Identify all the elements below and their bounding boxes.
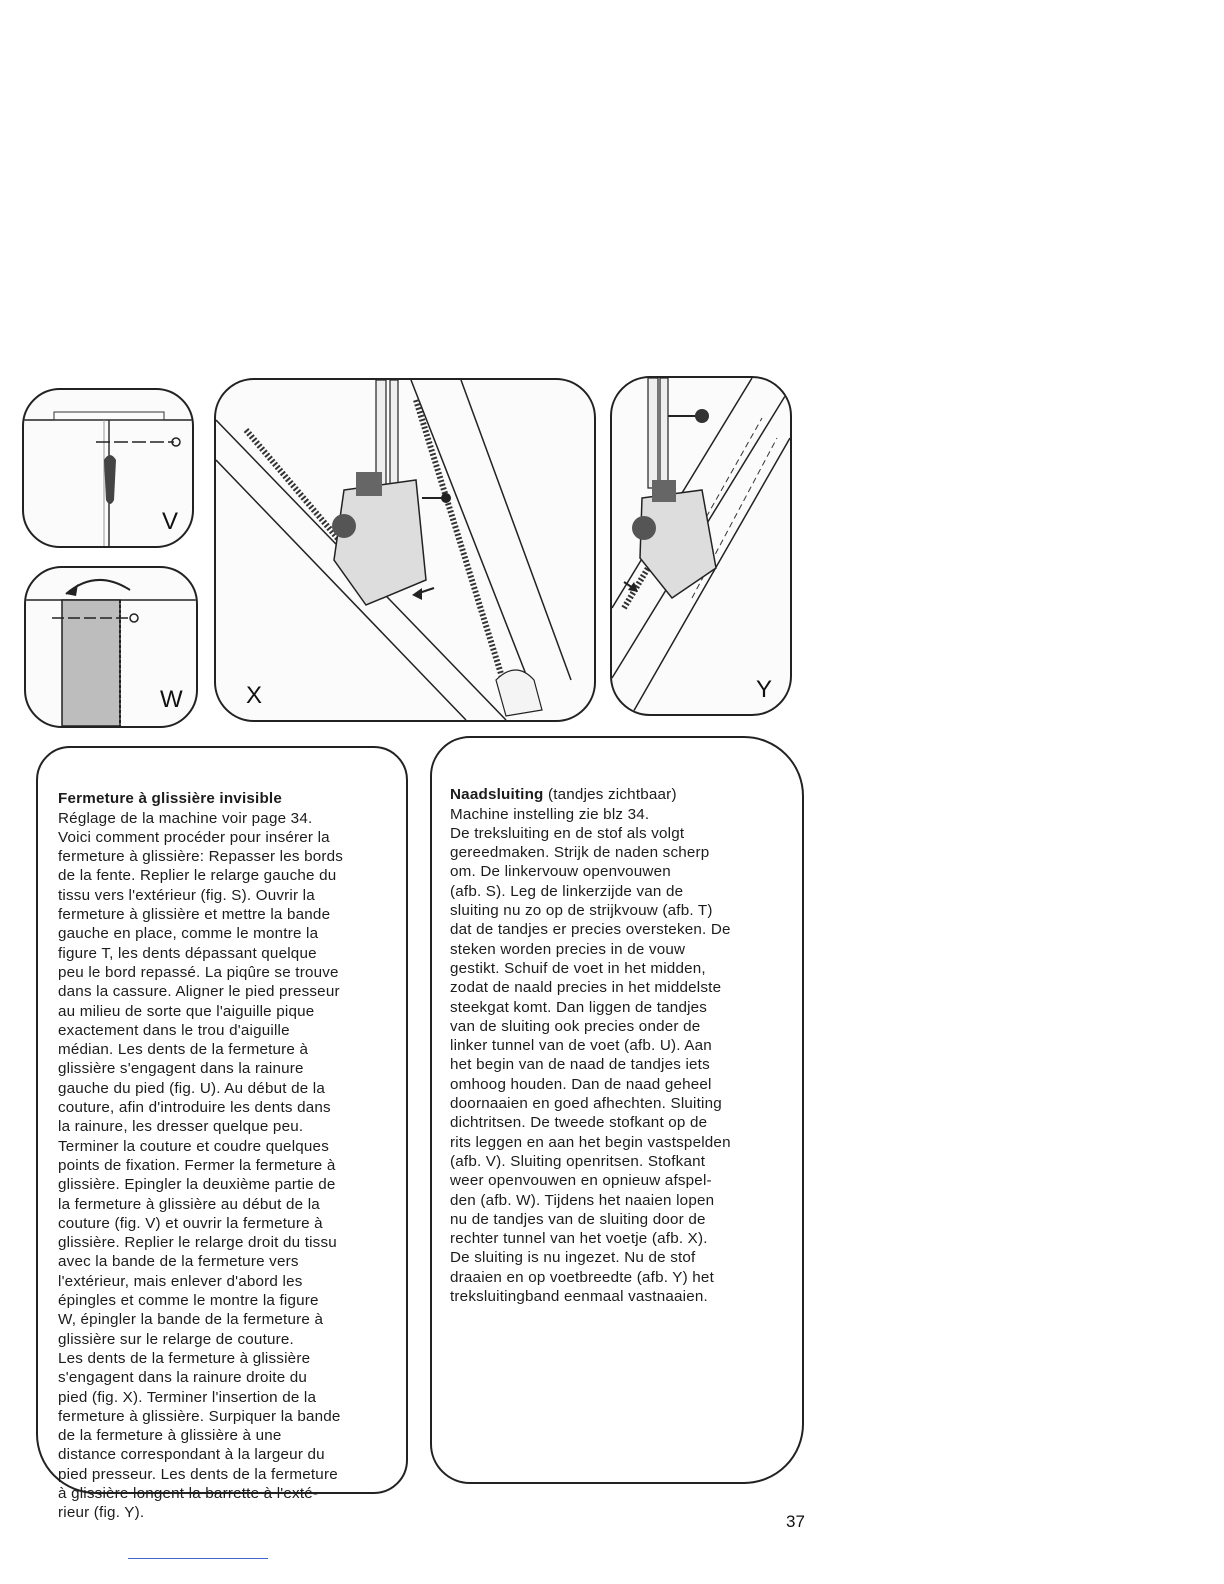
dutch-heading: Naadsluiting	[450, 786, 544, 804]
dutch-instructions-box	[430, 736, 804, 1484]
figure-w-label: W	[160, 686, 183, 713]
dutch-heading-suffix: (tandjes zichtbaar)	[543, 786, 677, 804]
figure-y	[610, 376, 792, 716]
french-instructions-box	[36, 746, 408, 1522]
french-heading: Fermeture à glissière invisible	[58, 790, 282, 808]
french-body: Réglage de la machine voir page 34. Voici comment procéder pour insérer la fermeture à glissière: Repasser les bords de la fente. Replier le relarge gauche du tissu vers l'extérieur (fig. S). Ouvrir la fermeture à glissière et mettre la bande gauche en place, comme le montre la figure T, les dents dépassant quelque peu le bord repassé. La piqûre se trouve dans la cassure. Aligner le pied presseur au milieu de sorte que l'aiguille pique exactement dans le trou d'aiguille médian. Les dents de la fermeture à glissière s'engagent dans la rainure gauche du pied (fig. U). Au début de la couture, afin d'introduire les dents dans la rainure, les dresser quelque peu. Terminer la couture et coudre quelques points de fixation. Fermer la fermeture à glissière. Epingler la deuxième partie de la fermeture à glissière au début de la couture (fig. V) et ouvrir la fermeture à glissière. Replier le relarge droit du tissu avec la bande de la fermeture vers l'extérieur, mais enlever d'abord les épingles et comme le montre la figure W, épingler la bande de la fermeture à glissière sur le relarge de couture. Les dents de la fermeture à glissière s'engagent dans la rainure droite du pied (fig. X). Terminer l'insertion de la fermeture à glissière. Surpiquer la bande de la fermeture à glissière à une distance correspondant à la largeur du pied presseur. Les dents de la fermeture à glissière longent la barrette à l'exté- rieur (fig. Y).	[58, 809, 344, 1522]
figure-x	[214, 378, 596, 722]
figure-x-drawing	[216, 380, 594, 720]
page-number: 37	[786, 1512, 805, 1531]
figure-y-drawing	[612, 378, 790, 714]
figure-x-label: X	[246, 682, 263, 709]
figure-v-label: V	[162, 508, 179, 535]
figure-v	[22, 388, 194, 548]
dutch-body: Machine instelling zie blz 34. De treksluiting en de stof als volgt gereedmaken. Strijk de naden scherp om. De linkervouw openvouwen (afb. S). Leg de linkerzijde van de sluiting nu zo op de strijkvouw (afb. T) dat de tandjes er precies oversteken. De steken worden precies in de vouw gestikt. Schuif de voet in het midden, zodat de naald precies in het middelste steekgat komt. Dan liggen de tandjes van de sluiting ook precies onder de linker tunnel van de voet (afb. U). Aan het begin van de naad de tandjes iets omhoog houden. Dan de naad geheel doornaaien en goed afhechten. Sluiting dichtritsen. De tweede stofkant op de rits leggen en aan het begin vastspelden (afb. V). Sluiting openritsen. Stofkant weer openvouwen en opnieuw afspel- den (afb. W). Tijdens het naaien lopen nu de tandjes van de sluiting door de rechter tunnel van het voetje (afb. X). De sluiting is nu ingezet. Nu de stof draaien en op voetbreedte (afb. Y) het treksluitingband eenmaal vastnaaien.	[450, 805, 731, 1306]
figure-y-label: Y	[756, 676, 773, 703]
footer-rule	[128, 1558, 268, 1559]
figure-w	[24, 566, 198, 728]
